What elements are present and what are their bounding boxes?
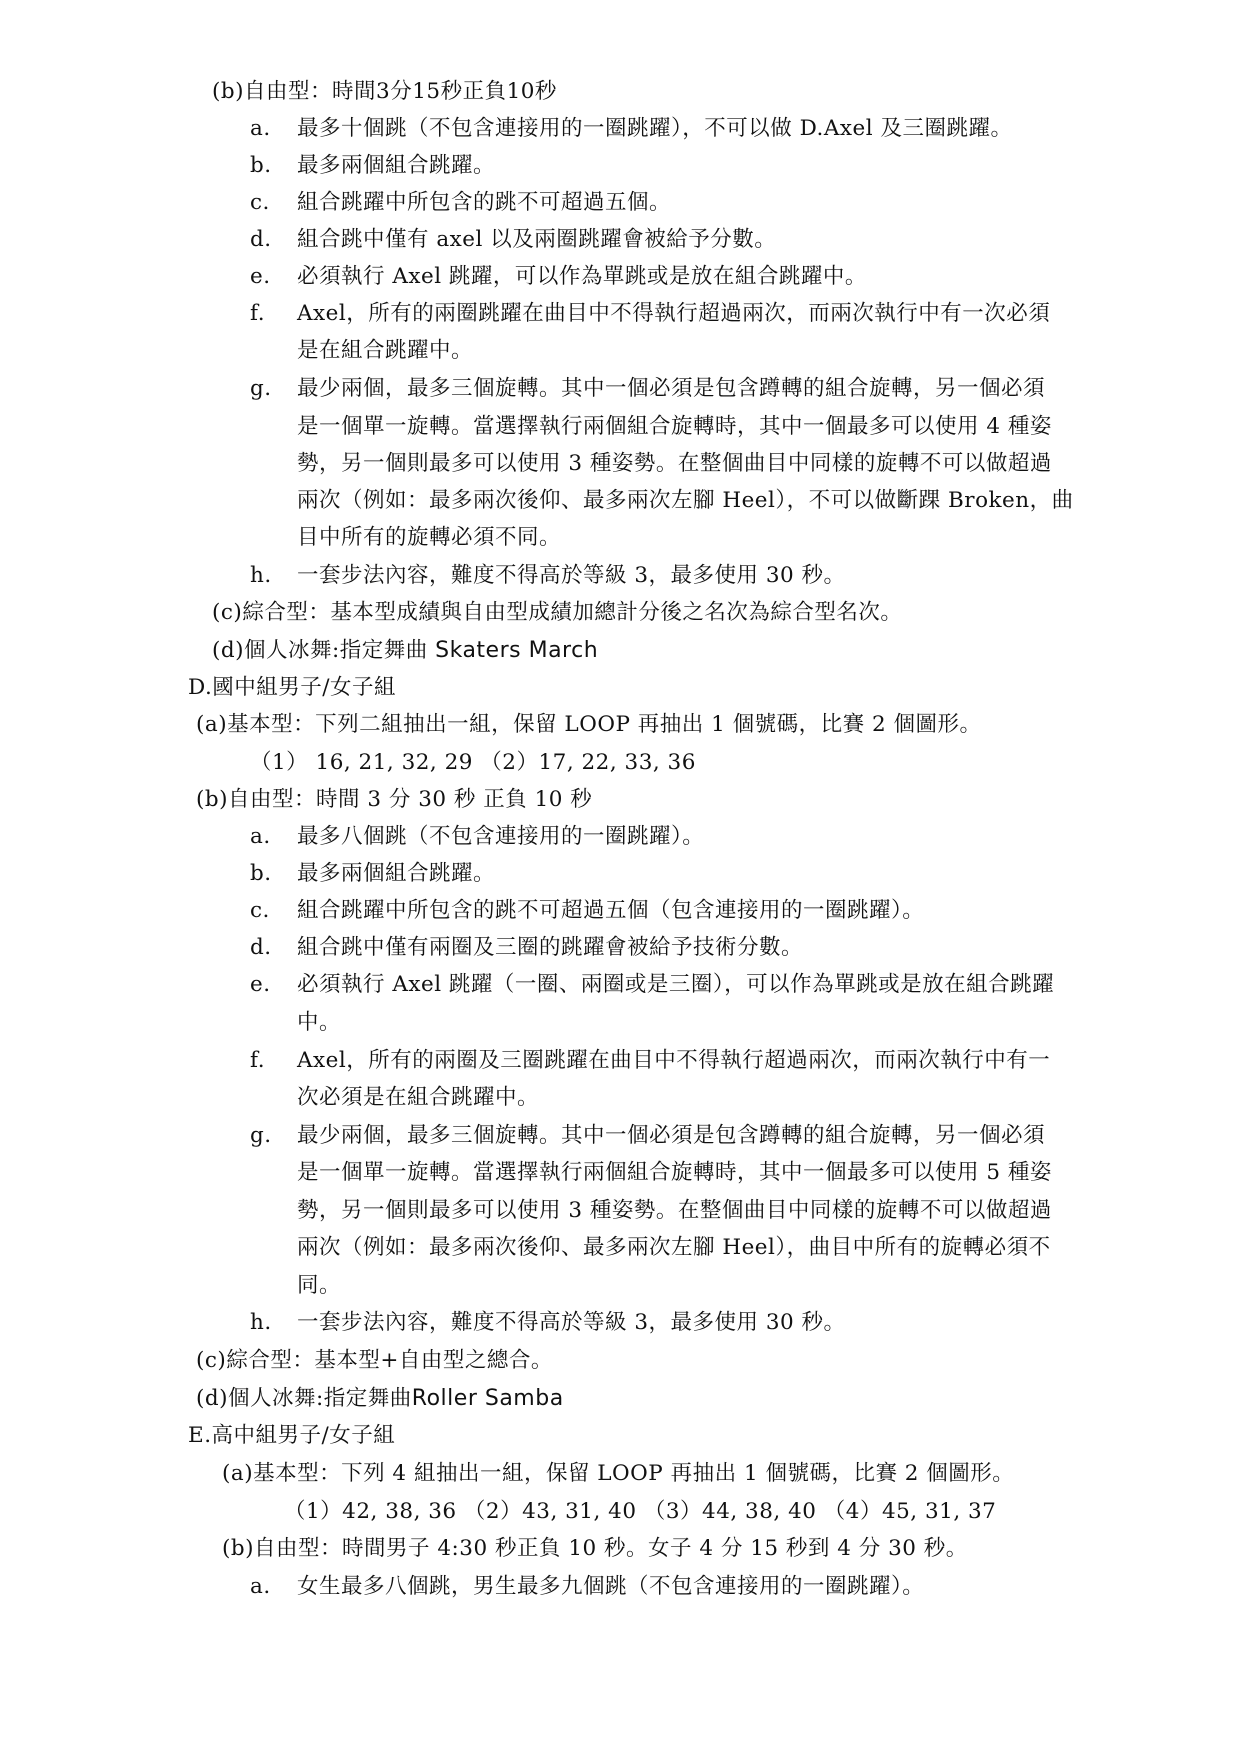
list-text-continued: 勢，另一個則最多可以使用 3 種姿勢。在整個曲目中同樣的旋轉不可以做超過 (297, 1198, 1052, 1223)
text-line: (a)基本型：下列 4 組抽出一組，保留 LOOP 再抽出 1 個號碼，比賽 2 個圖形。 (222, 1461, 1015, 1486)
ice-dance-label: (d)個人冰舞:指定舞曲 (212, 638, 436, 663)
music-title: Skaters March (435, 638, 599, 663)
list-text: 最多十個跳（不包含連接用的一圈跳躍），不可以做 D.Axel 及三圈跳躍。 (297, 116, 1013, 141)
list-text: 組合跳中僅有兩圈及三圈的跳躍會被給予技術分數。 (297, 935, 804, 960)
list-text-continued: 中。 (297, 1010, 342, 1035)
list-label: e. (250, 264, 271, 289)
list-text: 組合跳躍中所包含的跳不可超過五個（包含連接用的一圈跳躍）。 (297, 898, 925, 923)
text-line: (b)自由型：時間3分15秒正負10秒 (212, 79, 557, 104)
list-label: d. (250, 227, 272, 252)
list-text: 最少兩個，最多三個旋轉。其中一個必須是包含蹲轉的組合旋轉，另一個必須 (297, 1123, 1046, 1148)
list-label: a. (250, 116, 271, 141)
list-label: c. (250, 190, 270, 215)
list-text: 最少兩個，最多三個旋轉。其中一個必須是包含蹲轉的組合旋轉，另一個必須 (297, 376, 1046, 401)
text-line: (b)自由型：時間 3 分 30 秒 正負 10 秒 (196, 787, 593, 812)
section-heading: D.國中組男子/女子組 (188, 675, 397, 700)
list-label: h. (250, 1310, 272, 1335)
music-title: Roller Samba (411, 1386, 564, 1411)
list-text: 最多八個跳（不包含連接用的一圈跳躍）。 (297, 824, 705, 849)
list-text-continued: 兩次（例如：最多兩次後仰、最多兩次左腳 Heel），不可以做斷踝 Broken，曲 (297, 488, 1074, 513)
list-text-continued: 目中所有的旋轉必須不同。 (297, 525, 562, 550)
list-label: f. (250, 1048, 266, 1073)
list-text: Axel，所有的兩圈跳躍在曲目中不得執行超過兩次，而兩次執行中有一次必須 (297, 301, 1051, 326)
list-text-continued: 是在組合跳躍中。 (297, 338, 474, 363)
list-text: 女生最多八個跳，男生最多九個跳（不包含連接用的一圈跳躍）。 (297, 1574, 925, 1599)
list-label: b. (250, 153, 272, 178)
list-text: 一套步法內容，難度不得高於等級 3，最多使用 30 秒。 (297, 563, 846, 588)
section-heading: E.高中組男子/女子組 (188, 1423, 396, 1448)
list-label: h. (250, 563, 272, 588)
text-line: (c)綜合型：基本型+自由型之總合。 (196, 1348, 553, 1373)
text-line: （1）42, 38, 36 （2）43, 31, 40 （3）44, 38, 40 （4）45, 31, 37 (284, 1499, 997, 1524)
text-line (212, 636, 598, 666)
text-line: （1） 16, 21, 32, 29 （2）17, 22, 33, 36 (250, 750, 696, 775)
list-text: 必須執行 Axel 跳躍（一圈、兩圈或是三圈），可以作為單跳或是放在組合跳躍 (297, 972, 1055, 997)
text-line (196, 1384, 564, 1414)
list-label: a. (250, 1574, 271, 1599)
list-label: f. (250, 301, 266, 326)
list-label: g. (250, 1123, 272, 1148)
list-text-continued: 是一個單一旋轉。當選擇執行兩個組合旋轉時，其中一個最多可以使用 4 種姿 (297, 414, 1052, 439)
list-label: e. (250, 972, 271, 997)
text-line: (a)基本型：下列二組抽出一組，保留 LOOP 再抽出 1 個號碼，比賽 2 個圖形。 (196, 712, 982, 737)
list-label: c. (250, 898, 270, 923)
text-line: (c)綜合型：基本型成績與自由型成績加總計分後之名次為綜合型名次。 (212, 600, 903, 625)
list-text: 一套步法內容，難度不得高於等級 3，最多使用 30 秒。 (297, 1310, 846, 1335)
list-text: 組合跳躍中所包含的跳不可超過五個。 (297, 190, 672, 215)
list-text-continued: 次必須是在組合跳躍中。 (297, 1085, 540, 1110)
ice-dance-label: (d)個人冰舞:指定舞曲 (196, 1386, 412, 1411)
list-label: a. (250, 824, 271, 849)
list-label: d. (250, 935, 272, 960)
list-text-continued: 勢，另一個則最多可以使用 3 種姿勢。在整個曲目中同樣的旋轉不可以做超過 (297, 451, 1052, 476)
list-text: 必須執行 Axel 跳躍，可以作為單跳或是放在組合跳躍中。 (297, 264, 867, 289)
list-label: g. (250, 376, 272, 401)
list-label: b. (250, 861, 272, 886)
text-line: (b)自由型：時間男子 4:30 秒正負 10 秒。女子 4 分 15 秒到 4 分 30 秒。 (222, 1536, 968, 1561)
list-text: 組合跳中僅有 axel 以及兩圈跳躍會被給予分數。 (297, 227, 777, 252)
list-text-continued: 是一個單一旋轉。當選擇執行兩個組合旋轉時，其中一個最多可以使用 5 種姿 (297, 1160, 1052, 1185)
list-text: Axel，所有的兩圈及三圈跳躍在曲目中不得執行超過兩次，而兩次執行中有一 (297, 1048, 1051, 1073)
list-text: 最多兩個組合跳躍。 (297, 153, 496, 178)
list-text-continued: 兩次（例如：最多兩次後仰、最多兩次左腳 Heel），曲目中所有的旋轉必須不 (297, 1235, 1051, 1260)
list-text: 最多兩個組合跳躍。 (297, 861, 496, 886)
list-text-continued: 同。 (297, 1273, 342, 1298)
